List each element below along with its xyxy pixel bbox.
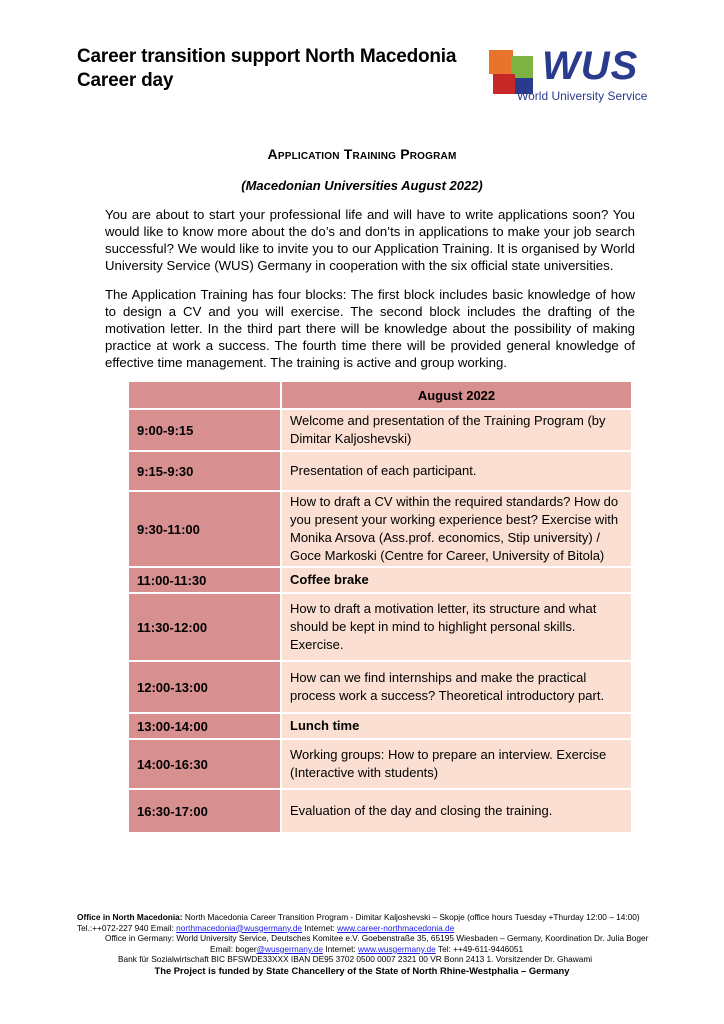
schedule-table (127, 380, 633, 834)
schedule-time: 13:00-14:00 (128, 713, 281, 739)
schedule-description: How to draft a CV within the required standards? How do you present your working experience best? Exercise with Monika Arsova (Ass.prof. economics, Stip university) / Goce Markoski (Centre for Career, University of Bitola) (281, 491, 632, 567)
header-title-line1: Career transition support North Macedonia (77, 46, 457, 67)
schedule-description: Welcome and presentation of the Training Program (by Dimitar Kaljoshevski) (281, 409, 632, 451)
table-row (128, 713, 632, 739)
footer-email-de-label: Email: boger (210, 943, 257, 954)
footer-contact-de (210, 944, 724, 955)
program-subtitle: (Macedonian Universities August 2022) (241, 178, 483, 193)
logo-tagline: World University Service (517, 89, 648, 103)
table-row (128, 451, 632, 491)
table-row (128, 593, 632, 661)
schedule-header-empty (128, 381, 281, 409)
footer-office-nm-text: North Macedonia Career Transition Program - Dimitar Kaljoshevski – Skopje (office hours Tuesday +Thurday 12:00 – 14:00) (182, 912, 640, 922)
document-header (77, 45, 477, 93)
footer-internet-nm-link[interactable]: www.career-northmacedonia.de (337, 922, 455, 933)
footer-contact-nm (77, 923, 724, 934)
logo-orange-square (489, 50, 513, 74)
footer-internet-de-label: Internet: (322, 943, 359, 954)
schedule-description: Evaluation of the day and closing the training. (281, 789, 632, 833)
schedule-description: Working groups: How to prepare an interview. Exercise (Interactive with students) (281, 739, 632, 789)
footer-email-nm-link[interactable]: northmacedonia@wusgermany.de (176, 922, 303, 933)
document-footer (0, 912, 724, 977)
table-row (128, 491, 632, 567)
logo-red-square (493, 74, 515, 94)
footer-office-nm (77, 912, 724, 923)
schedule-description: Presentation of each participant. (281, 451, 632, 491)
footer-internet-nm-label: Internet: (302, 922, 338, 933)
footer-tel-de: Tel: ++49-611-9446051 (435, 943, 524, 954)
table-row (128, 661, 632, 713)
schedule-header-month: August 2022 (281, 381, 632, 409)
footer-internet-de-link[interactable]: www.wusgermany.de (358, 943, 436, 954)
schedule-description: How to draft a motivation letter, its structure and what should be kept in mind to highlight personal skills. Exercise. (281, 593, 632, 661)
logo-wordmark: WUS (542, 44, 639, 88)
schedule-time: 9:00-9:15 (128, 409, 281, 451)
header-title-line2: Career day (77, 70, 174, 91)
schedule-time: 9:15-9:30 (128, 451, 281, 491)
schedule-time: 9:30-11:00 (128, 491, 281, 567)
schedule-time: 12:00-13:00 (128, 661, 281, 713)
table-row (128, 409, 632, 451)
schedule-description: Coffee brake (281, 567, 632, 593)
table-row (128, 739, 632, 789)
schedule-time: 16:30-17:00 (128, 789, 281, 833)
intro-paragraph-1: You are about to start your professional life and will have to write applications soon? You would like to know more about the do’s and don’ts in applications to make your job search successful? We would like to invite you to our Application Training. It is organised by World University Service (WUS) Germany in cooperation with the six official state universities. (105, 207, 635, 273)
wus-logo (487, 44, 663, 106)
footer-office-de: Office in Germany: World University Service, Deutsches Komitee e.V. Goebenstraße 35, 65195 Wiesbaden – Germany, Koordination Dr. Julia Boger (105, 933, 649, 944)
schedule-header-row (128, 381, 632, 409)
schedule-time: 11:00-11:30 (128, 567, 281, 593)
table-row (128, 567, 632, 593)
schedule-time: 14:00-16:30 (128, 739, 281, 789)
footer-tel-nm: Tel.:++072-227 940 Email: (77, 922, 177, 933)
footer-bank: Bank für Sozialwirtschaft BIC BFSWDE33XXX IBAN DE95 3702 0500 0007 2321 00 VR Bonn 2413 1. Vorsitzender Dr. Ghawami (118, 954, 593, 965)
footer-email-de-link[interactable]: @wusgermany.de (256, 943, 323, 954)
schedule-description: How can we find internships and make the practical process work a success? Theoretical introductory part. (281, 661, 632, 713)
schedule-time: 11:30-12:00 (128, 593, 281, 661)
table-row (128, 789, 632, 833)
footer-office-nm-label: Office in North Macedonia: (77, 912, 183, 922)
schedule-description: Lunch time (281, 713, 632, 739)
footer-funding: The Project is funded by State Chancellery of the State of North Rhine-Westphalia – Germany (154, 964, 570, 976)
program-title: Application Training Program (267, 146, 457, 162)
intro-paragraph-2: The Application Training has four blocks: The first block includes basic knowledge of how to design a CV and you will exercise. The second block includes the drafting of the motivation letter. In the third part there will be knowledge about the possibility of making practice at work a success. The fourth time there will be provided general knowledge of effective time management. The training is active and group working. (105, 287, 635, 370)
